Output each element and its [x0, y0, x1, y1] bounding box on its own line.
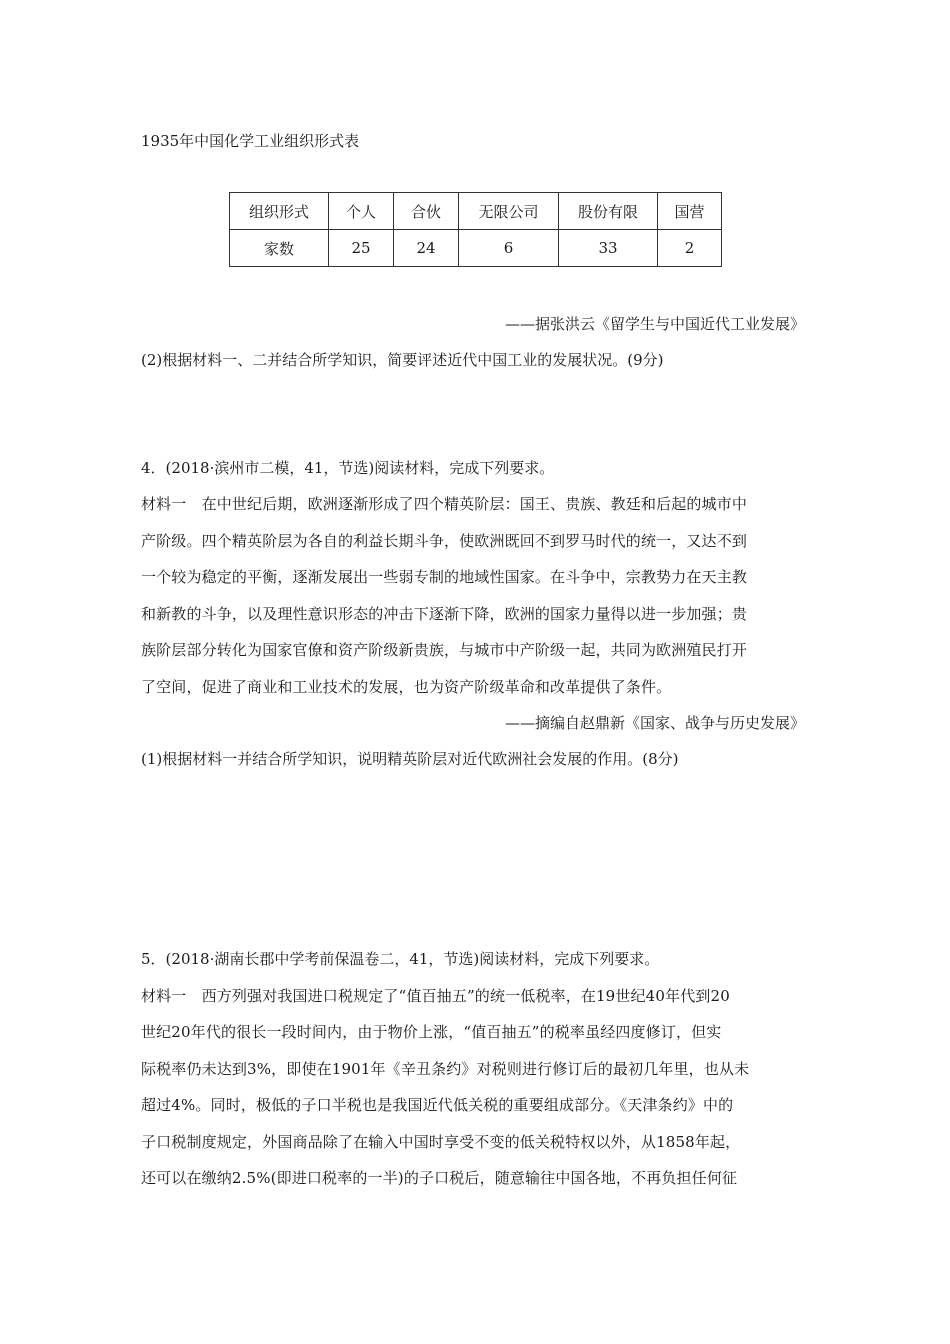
material-line: 世纪20年代的很长一段时间内，由于物价上涨，“值百抽五”的税率虽经四度修订，但实 [141, 1023, 722, 1041]
question-text: (1)根据材料一并结合所学知识，说明精英阶层对近代欧洲社会发展的作用。(8分) [141, 750, 679, 768]
material-line: 族阶层部分转化为国家官僚和资产阶级新贵族，与城市中产阶级一起，共同为欧洲殖民打开 [141, 641, 748, 659]
table-cell: 股份有限 [559, 193, 658, 230]
material-line: 产阶级。四个精英阶层为各自的利益长期斗争，使欧洲既回不到罗马时代的统一，又达不到 [141, 532, 748, 550]
table-cell: 无限公司 [459, 193, 559, 230]
material-line: 超过4%。同时，极低的子口半税也是我国近代低关税的重要组成部分。《天津条约》中的 [141, 1096, 734, 1114]
material-line: 和新教的斗争，以及理性意识形态的冲击下逐渐下降，欧洲的国家力量得以进一步加强；贵 [141, 605, 748, 623]
question-header: 4．(2018·滨州市二模，41，节选)阅读材料，完成下列要求。 [141, 459, 555, 477]
table-cell: 组织形式 [230, 193, 329, 230]
table-title: 1935年中国化学工业组织形式表 [141, 132, 360, 150]
material-line: 材料一 西方列强对我国进口税规定了“值百抽五”的统一低税率，在19世纪40年代到20 [141, 987, 730, 1005]
material-line: 还可以在缴纳2.5%(即进口税率的一半)的子口税后，随意输往中国各地，不再负担任何征 [141, 1169, 738, 1187]
question-header: 5．(2018·湖南长郡中学考前保温卷二，41，节选)阅读材料，完成下列要求。 [141, 950, 660, 968]
material-line: 一个较为稳定的平衡，逐渐发展出一些弱专制的地域性国家。在斗争中，宗教势力在天主教 [141, 568, 748, 586]
table-cell: 25 [329, 230, 394, 267]
material-line: 际税率仍未达到3%，即使在1901年《辛丑条约》对税则进行修订后的最初几年里，也从未 [141, 1060, 750, 1078]
material-line: 材料一 在中世纪后期，欧洲逐渐形成了四个精英阶层：国王、贵族、教廷和后起的城市中 [141, 495, 748, 513]
table-cell: 33 [559, 230, 658, 267]
table-cell: 2 [658, 230, 722, 267]
table-cell: 6 [459, 230, 559, 267]
table-cell: 24 [394, 230, 459, 267]
table-row [230, 230, 722, 267]
table-cell: 家数 [230, 230, 329, 267]
material-line: 了空间，促进了商业和工业技术的发展，也为资产阶级革命和改革提供了条件。 [141, 678, 672, 696]
table-cell: 个人 [329, 193, 394, 230]
material-line: 子口税制度规定，外国商品除了在输入中国时享受不变的低关税特权以外，从1858年起， [141, 1133, 741, 1151]
table-header-row [230, 193, 722, 230]
question-text: (2)根据材料一、二并结合所学知识，简要评述近代中国工业的发展状况。(9分) [141, 351, 664, 369]
table-cell: 国营 [658, 193, 722, 230]
organization-table [229, 192, 722, 267]
source-citation: ——摘编自赵鼎新《国家、战争与历史发展》 [504, 714, 805, 732]
table-cell: 合伙 [394, 193, 459, 230]
source-citation: ——据张洪云《留学生与中国近代工业发展》 [504, 315, 805, 333]
